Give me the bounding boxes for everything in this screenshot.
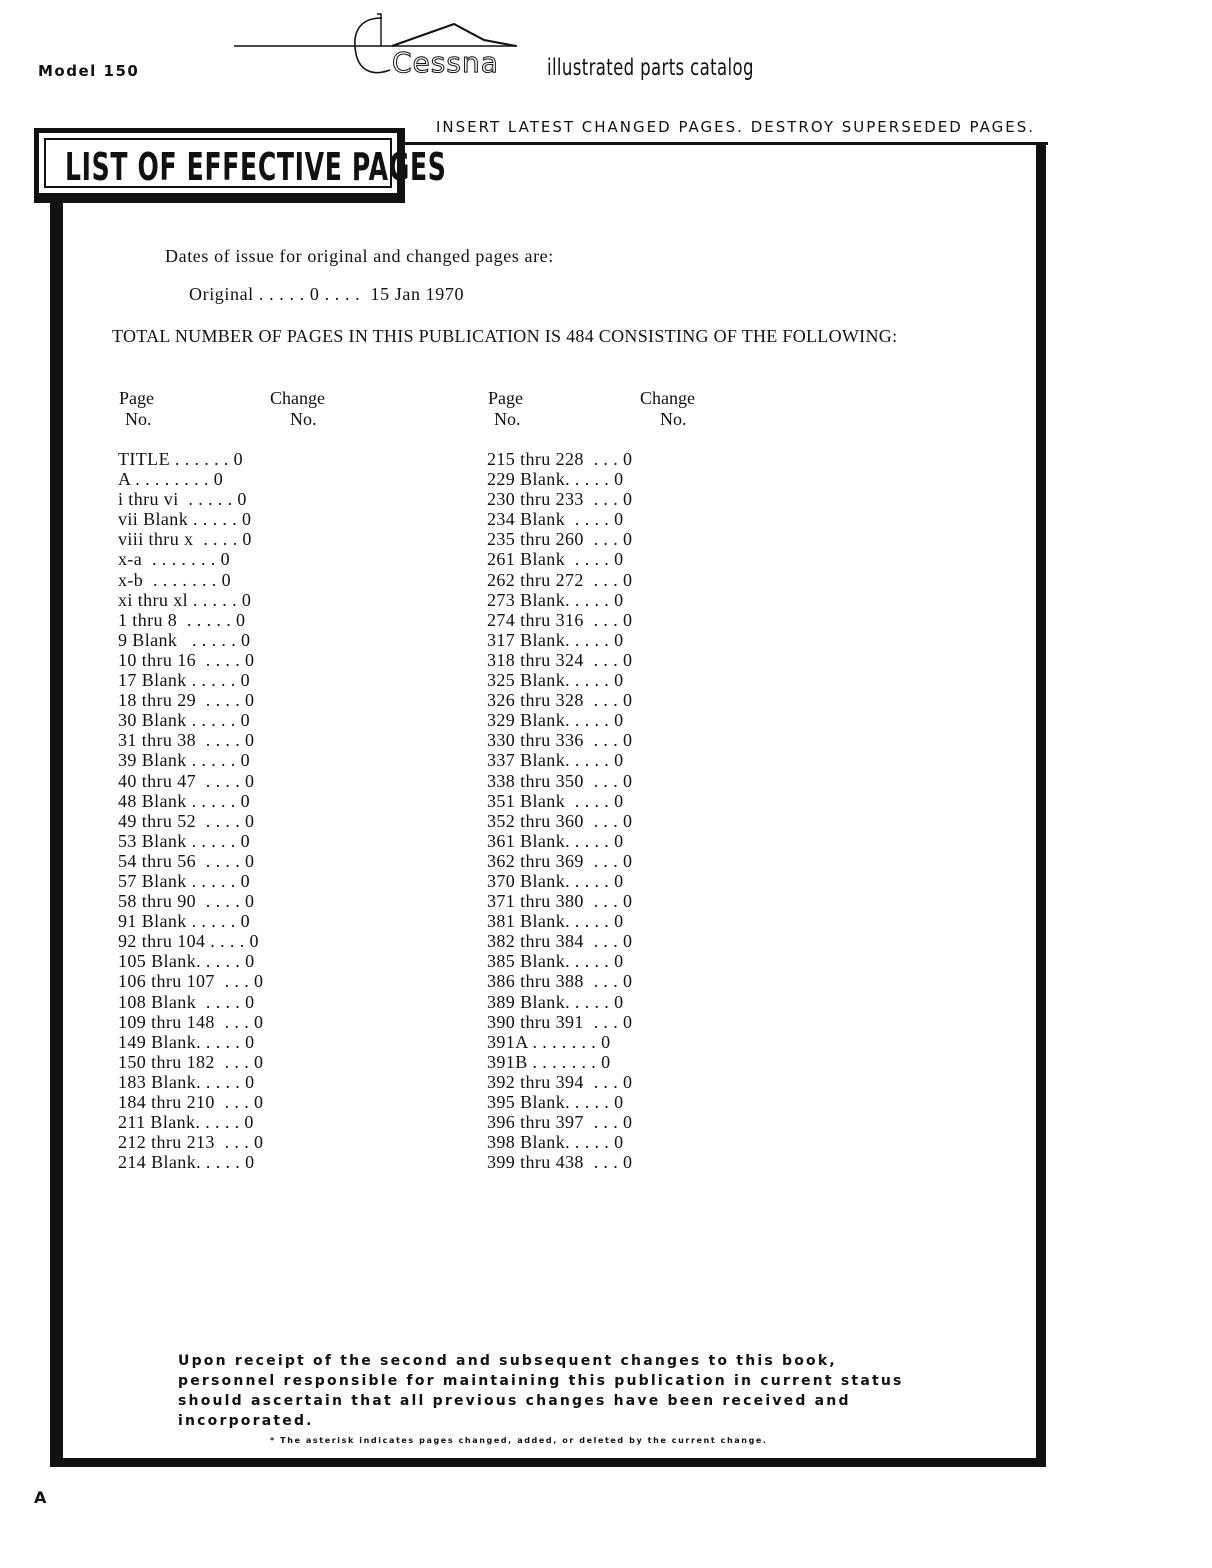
list-item: xi thru xl . . . . . 0 [118, 589, 252, 610]
right-page-list [487, 449, 632, 1172]
list-item: 49 thru 52 . . . . 0 [118, 810, 255, 831]
list-item: 352 thru 360 . . . 0 [487, 810, 633, 831]
list-item: 211 Blank. . . . . 0 [118, 1112, 254, 1133]
header-page-no: No. [125, 409, 152, 429]
list-item: 53 Blank . . . . . 0 [118, 830, 250, 851]
list-item: 381 Blank. . . . . 0 [487, 911, 624, 932]
list-item: 109 thru 148 . . . 0 [118, 1011, 264, 1032]
list-item: 318 thru 324 . . . 0 [487, 649, 633, 670]
left-page-list [118, 449, 263, 1172]
list-item: 57 Blank . . . . . 0 [118, 870, 250, 891]
list-item: 10 thru 16 . . . . 0 [118, 649, 255, 670]
list-item: 395 Blank. . . . . 0 [487, 1092, 624, 1112]
list-item: 149 Blank. . . . . 0 [118, 1031, 255, 1052]
page-title: LIST OF EFFECTIVE PAGES [65, 145, 447, 189]
insert-instruction: INSERT LATEST CHANGED PAGES. DESTROY SUPERSEDED PAGES. [436, 118, 1036, 136]
list-item: 92 thru 104 . . . . 0 [118, 931, 259, 952]
list-item: 18 thru 29 . . . . 0 [118, 690, 255, 711]
frame-bottom-border [50, 1458, 1046, 1467]
list-item: 184 thru 210 . . . 0 [118, 1092, 264, 1112]
list-item: 1 thru 8 . . . . . 0 [118, 609, 246, 630]
list-item: 389 Blank. . . . . 0 [487, 991, 624, 1012]
dates-intro: Dates of issue for original and changed pages are: [165, 246, 554, 266]
list-item: 183 Blank. . . . . 0 [118, 1071, 255, 1092]
list-item: 40 thru 47 . . . . 0 [118, 770, 255, 791]
list-item: 362 thru 369 . . . 0 [487, 850, 633, 871]
list-item: 215 thru 228 . . . 0 [487, 449, 633, 469]
list-item: 54 thru 56 . . . . 0 [118, 850, 255, 871]
list-item: 91 Blank . . . . . 0 [118, 911, 250, 932]
header-page: Page [119, 388, 154, 408]
right-change-header [640, 388, 695, 430]
list-item: 382 thru 384 . . . 0 [487, 931, 633, 952]
list-item: 274 thru 316 . . . 0 [487, 609, 633, 630]
total-pages-line: TOTAL NUMBER OF PAGES IN THIS PUBLICATION IS 484 CONSISTING OF THE FOLLOWING: [112, 326, 898, 346]
header-change: Change [640, 388, 695, 408]
header-change: Change [270, 388, 325, 408]
list-item: TITLE . . . . . . 0 [118, 449, 244, 469]
list-item: 392 thru 394 . . . 0 [487, 1071, 633, 1092]
list-item: 39 Blank . . . . . 0 [118, 750, 250, 771]
left-change-header [270, 388, 325, 430]
footer-note: Upon receipt of the second and subsequent changes to this book, personnel responsible for maintaining this publication in current status should ascertain that all previous changes have been received and incorporated. [178, 1353, 904, 1429]
list-item: 370 Blank. . . . . 0 [487, 870, 624, 891]
header-page: Page [488, 388, 523, 408]
cessna-wordmark: Cessna [392, 46, 499, 79]
header-change-no: No. [290, 409, 317, 429]
original-issue-line: Original . . . . . 0 . . . . 15 Jan 1970 [189, 284, 465, 304]
model-label: Model 150 [38, 62, 140, 80]
list-item: 386 thru 388 . . . 0 [487, 971, 633, 992]
list-item: 330 thru 336 . . . 0 [487, 730, 633, 751]
list-item: 105 Blank. . . . . 0 [118, 951, 255, 972]
list-item: 106 thru 107 . . . 0 [118, 971, 264, 992]
list-item: 214 Blank. . . . . 0 [118, 1152, 255, 1173]
list-item: 317 Blank. . . . . 0 [487, 629, 624, 650]
list-item: x-a . . . . . . . 0 [118, 549, 230, 570]
cessna-logo [232, 10, 532, 90]
list-item: 391B . . . . . . . 0 [487, 1051, 611, 1072]
list-item: 329 Blank. . . . . 0 [487, 710, 624, 731]
list-item: 361 Blank. . . . . 0 [487, 830, 624, 851]
list-item: 235 thru 260 . . . 0 [487, 529, 633, 550]
list-item: 385 Blank. . . . . 0 [487, 951, 624, 972]
right-page-header [488, 388, 523, 430]
left-page-header [119, 388, 154, 430]
frame-right-border [1036, 144, 1046, 1466]
list-item: vii Blank . . . . . 0 [118, 509, 252, 530]
list-item: 230 thru 233 . . . 0 [487, 489, 633, 510]
list-item: 30 Blank . . . . . 0 [118, 710, 250, 731]
list-item: 396 thru 397 . . . 0 [487, 1112, 633, 1133]
list-item: 371 thru 380 . . . 0 [487, 891, 633, 912]
catalog-title: illustrated parts catalog [547, 55, 754, 81]
header-page-no: No. [494, 409, 521, 429]
list-item: 229 Blank. . . . . 0 [487, 469, 624, 490]
list-item: 351 Blank . . . . 0 [487, 790, 624, 811]
list-item: 9 Blank . . . . . 0 [118, 629, 251, 650]
list-item: A . . . . . . . . 0 [118, 469, 224, 490]
list-item: 108 Blank . . . . 0 [118, 991, 255, 1012]
list-item: viii thru x . . . . 0 [118, 529, 252, 550]
list-item: 391A . . . . . . . 0 [487, 1031, 611, 1052]
header-change-no: No. [660, 409, 687, 429]
list-item: 261 Blank . . . . 0 [487, 549, 624, 570]
list-item: 399 thru 438 . . . 0 [487, 1152, 633, 1173]
list-item: x-b . . . . . . . 0 [118, 569, 231, 590]
page-number: A [34, 1488, 47, 1507]
list-item: 58 thru 90 . . . . 0 [118, 891, 255, 912]
frame-top-line [398, 142, 1048, 145]
list-item: 390 thru 391 . . . 0 [487, 1011, 633, 1032]
title-box [34, 128, 447, 203]
list-item: 17 Blank . . . . . 0 [118, 670, 250, 691]
list-item: 31 thru 38 . . . . 0 [118, 730, 255, 751]
list-item: 325 Blank. . . . . 0 [487, 670, 624, 691]
list-item: 326 thru 328 . . . 0 [487, 690, 633, 711]
frame-left-border [50, 196, 63, 1466]
list-item: 48 Blank . . . . . 0 [118, 790, 250, 811]
list-item: 212 thru 213 . . . 0 [118, 1132, 264, 1153]
asterisk-note: * The asterisk indicates pages changed, added, or deleted by the current change. [270, 1436, 768, 1445]
list-item: 150 thru 182 . . . 0 [118, 1051, 264, 1072]
list-item: i thru vi . . . . . 0 [118, 489, 247, 510]
list-item: 338 thru 350 . . . 0 [487, 770, 633, 791]
list-item: 273 Blank. . . . . 0 [487, 589, 624, 610]
list-item: 337 Blank. . . . . 0 [487, 750, 624, 771]
list-item: 398 Blank. . . . . 0 [487, 1132, 624, 1153]
list-item: 262 thru 272 . . . 0 [487, 569, 633, 590]
list-item: 234 Blank . . . . 0 [487, 509, 624, 530]
